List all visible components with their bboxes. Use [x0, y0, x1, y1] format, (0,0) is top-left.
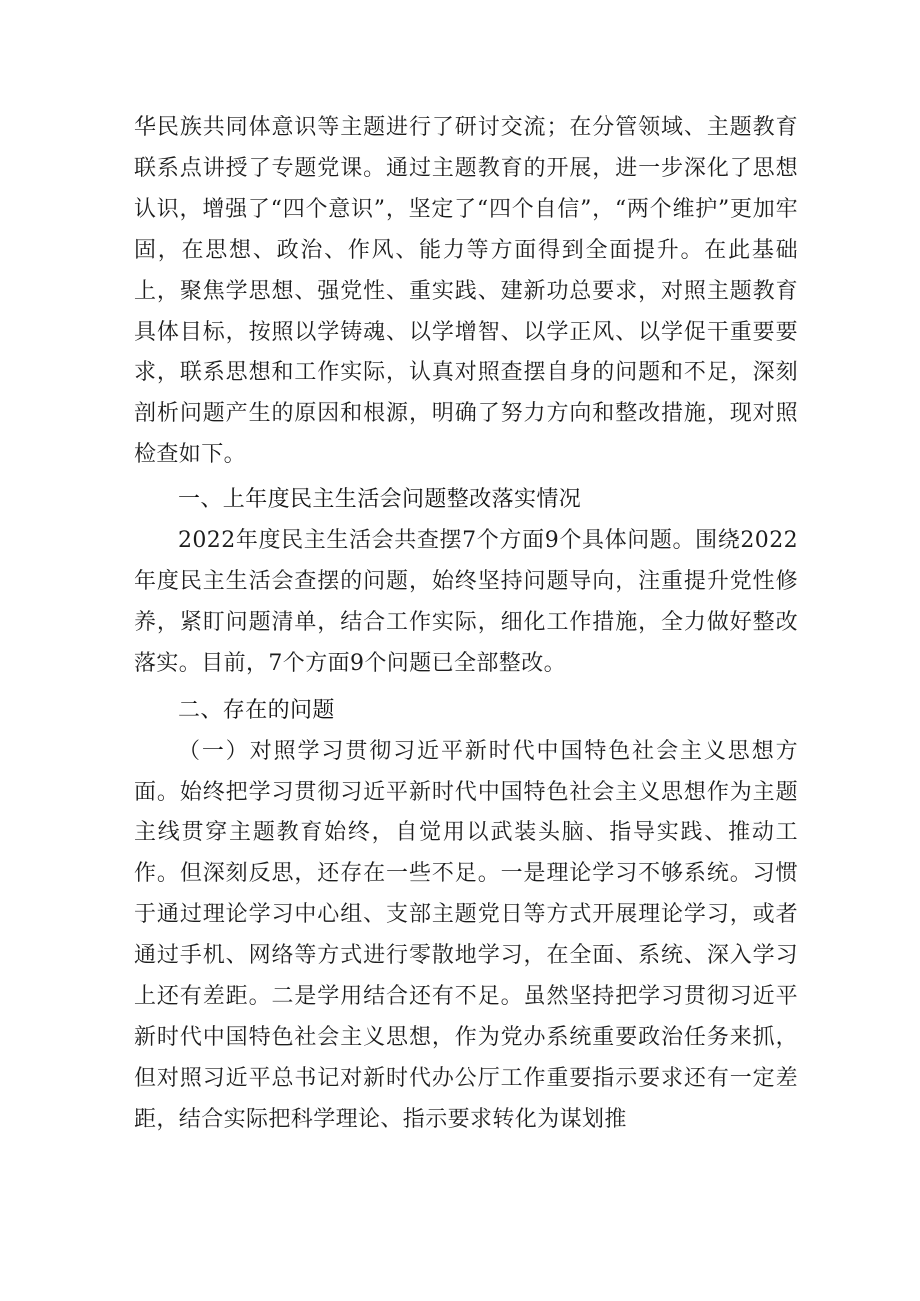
document-page: [134, 108, 798, 1141]
section-1-paragraph: 2022年度民主生活会共查摆7个方面9个具体问题。围绕2022年度民主生活会查摆的问题，始终坚持问题导向，注重提升党性修养，紧盯问题清单，结合工作实际，细化工作措施，全力做好整改落实。目前，7个方面9个问题已全部整改。: [134, 528, 798, 676]
section-2-paragraph: （一）对照学习贯彻习近平新时代中国特色社会主义思想方面。始终把学习贯彻习近平新时代中国特色社会主义思想作为主题主线贯穿主题教育始终，自觉用以武装头脑、指导实践、推动工作。但深刻反思，还存在一些不足。一是理论学习不够系统。习惯于通过理论学习中心组、支部主题党日等方式开展理论学习，或者通过手机、网络等方式进行零散地学习，在全面、系统、深入学习上还有差距。二是学用结合还有不足。虽然坚持把学习贯彻习近平新时代中国特色社会主义思想，作为党办系统重要政治任务来抓，但对照习近平总书记对新时代办公厅工作重要指示要求还有一定差距，结合实际把科学理论、指示要求转化为谋划推: [134, 738, 798, 1132]
section-heading-2: 二、存在的问题: [178, 697, 335, 723]
intro-paragraph: 华民族共同体意识等主题进行了研讨交流；在分管领域、主题教育联系点讲授了专题党课。通过主题教育的开展，进一步深化了思想认识，增强了“四个意识”，坚定了“四个自信”，“两个维护”更加牢固，在思想、政治、作风、能力等方面得到全面提升。在此基础上，聚焦学思想、强党性、重实践、建新功总要求，对照主题教育具体目标，按照以学铸魂、以学增智、以学正风、以学促干重要要求，联系思想和工作实际，认真对照查摆自身的问题和不足，深刻剖析问题产生的原因和根源，明确了努力方向和整改措施，现对照检查如下。: [134, 115, 798, 468]
section-heading-1: 一、上年度民主生活会问题整改落实情况: [178, 487, 582, 513]
